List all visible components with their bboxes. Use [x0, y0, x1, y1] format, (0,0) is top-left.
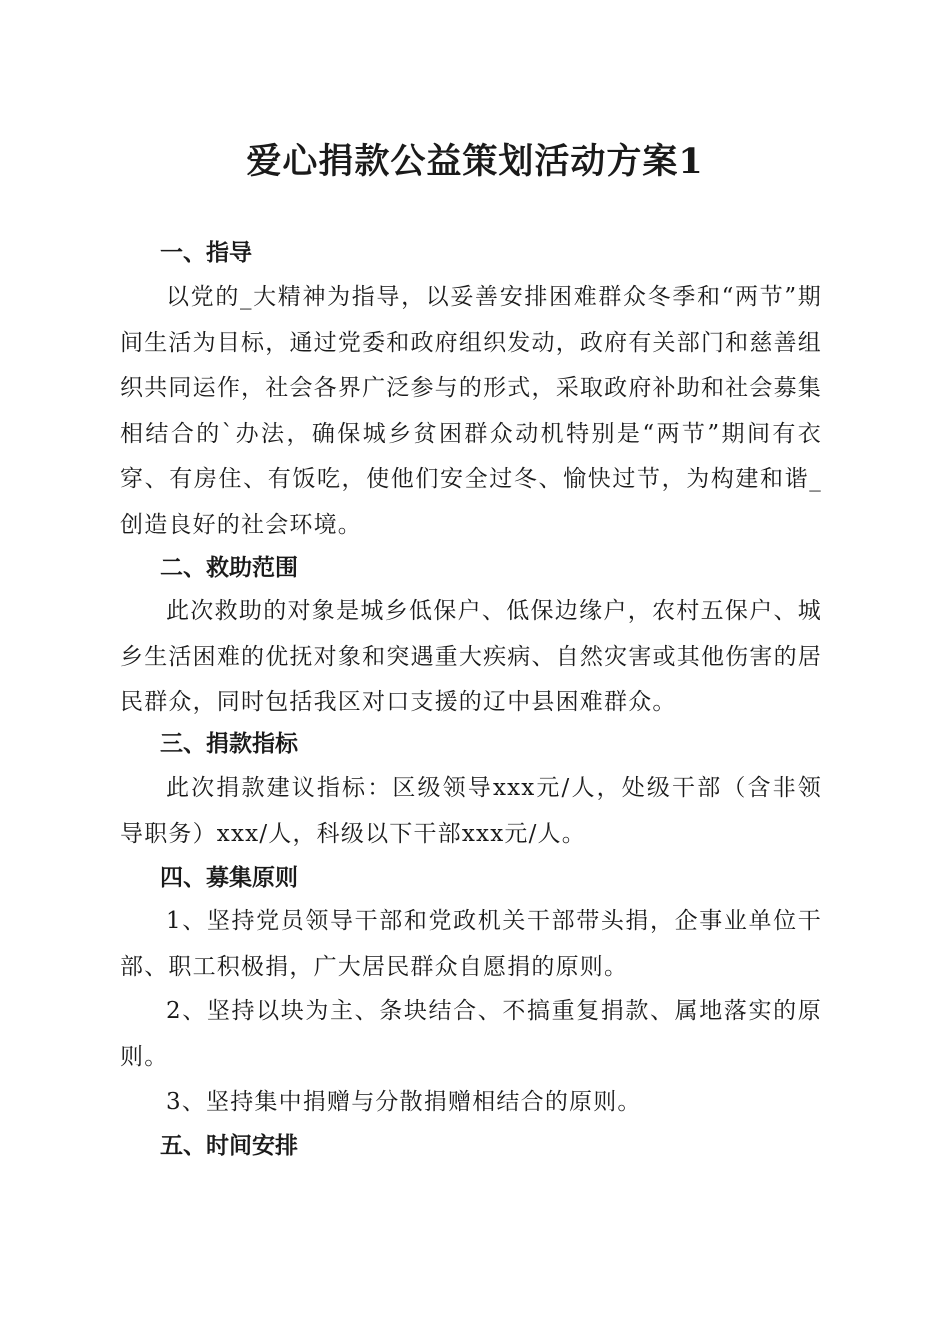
section-heading-principles: 四、募集原则 [160, 865, 298, 891]
section-heading-scope: 二、救助范围 [160, 555, 298, 581]
section-paragraph: 2、坚持以块为主、条块结合、不搞重复捐款、属地落实的原则。 [120, 998, 822, 1070]
section-heading-schedule: 五、时间安排 [160, 1133, 298, 1159]
section-paragraph: 此次捐款建议指标：区级领导xxx元/人，处级干部（含非领导职务）xxx/人，科级以下干部xxx元/人。 [120, 775, 822, 847]
section-paragraph: 3、坚持集中捐赠与分散捐赠相结合的原则。 [166, 1089, 642, 1115]
section-paragraph: 此次救助的对象是城乡低保户、低保边缘户，农村五保户、城乡生活困难的优抚对象和突遇重大疾病、自然灾害或其他伤害的居民群众，同时包括我区对口支援的辽中县困难群众。 [120, 598, 822, 715]
section-paragraph: 1、坚持党员领导干部和党政机关干部带头捐，企事业单位干部、职工积极捐，广大居民群众自愿捐的原则。 [120, 908, 822, 980]
section-heading-targets: 三、捐款指标 [160, 731, 298, 757]
section-heading-guidance: 一、指导 [160, 240, 252, 266]
section-paragraph: 以党的_大精神为指导，以妥善安排困难群众冬季和“两节”期间生活为目标，通过党委和政府组织发动，政府有关部门和慈善组织共同运作，社会各界广泛参与的形式，采取政府补助和社会募集相结合的`办法，确保城乡贫困群众动机特别是“两节”期间有衣穿、有房住、有饭吃，使他们安全过冬、愉快过节，为构建和谐_创造良好的社会环境。 [120, 284, 822, 538]
document-title: 爱心捐款公益策划活动方案1 [246, 141, 704, 182]
